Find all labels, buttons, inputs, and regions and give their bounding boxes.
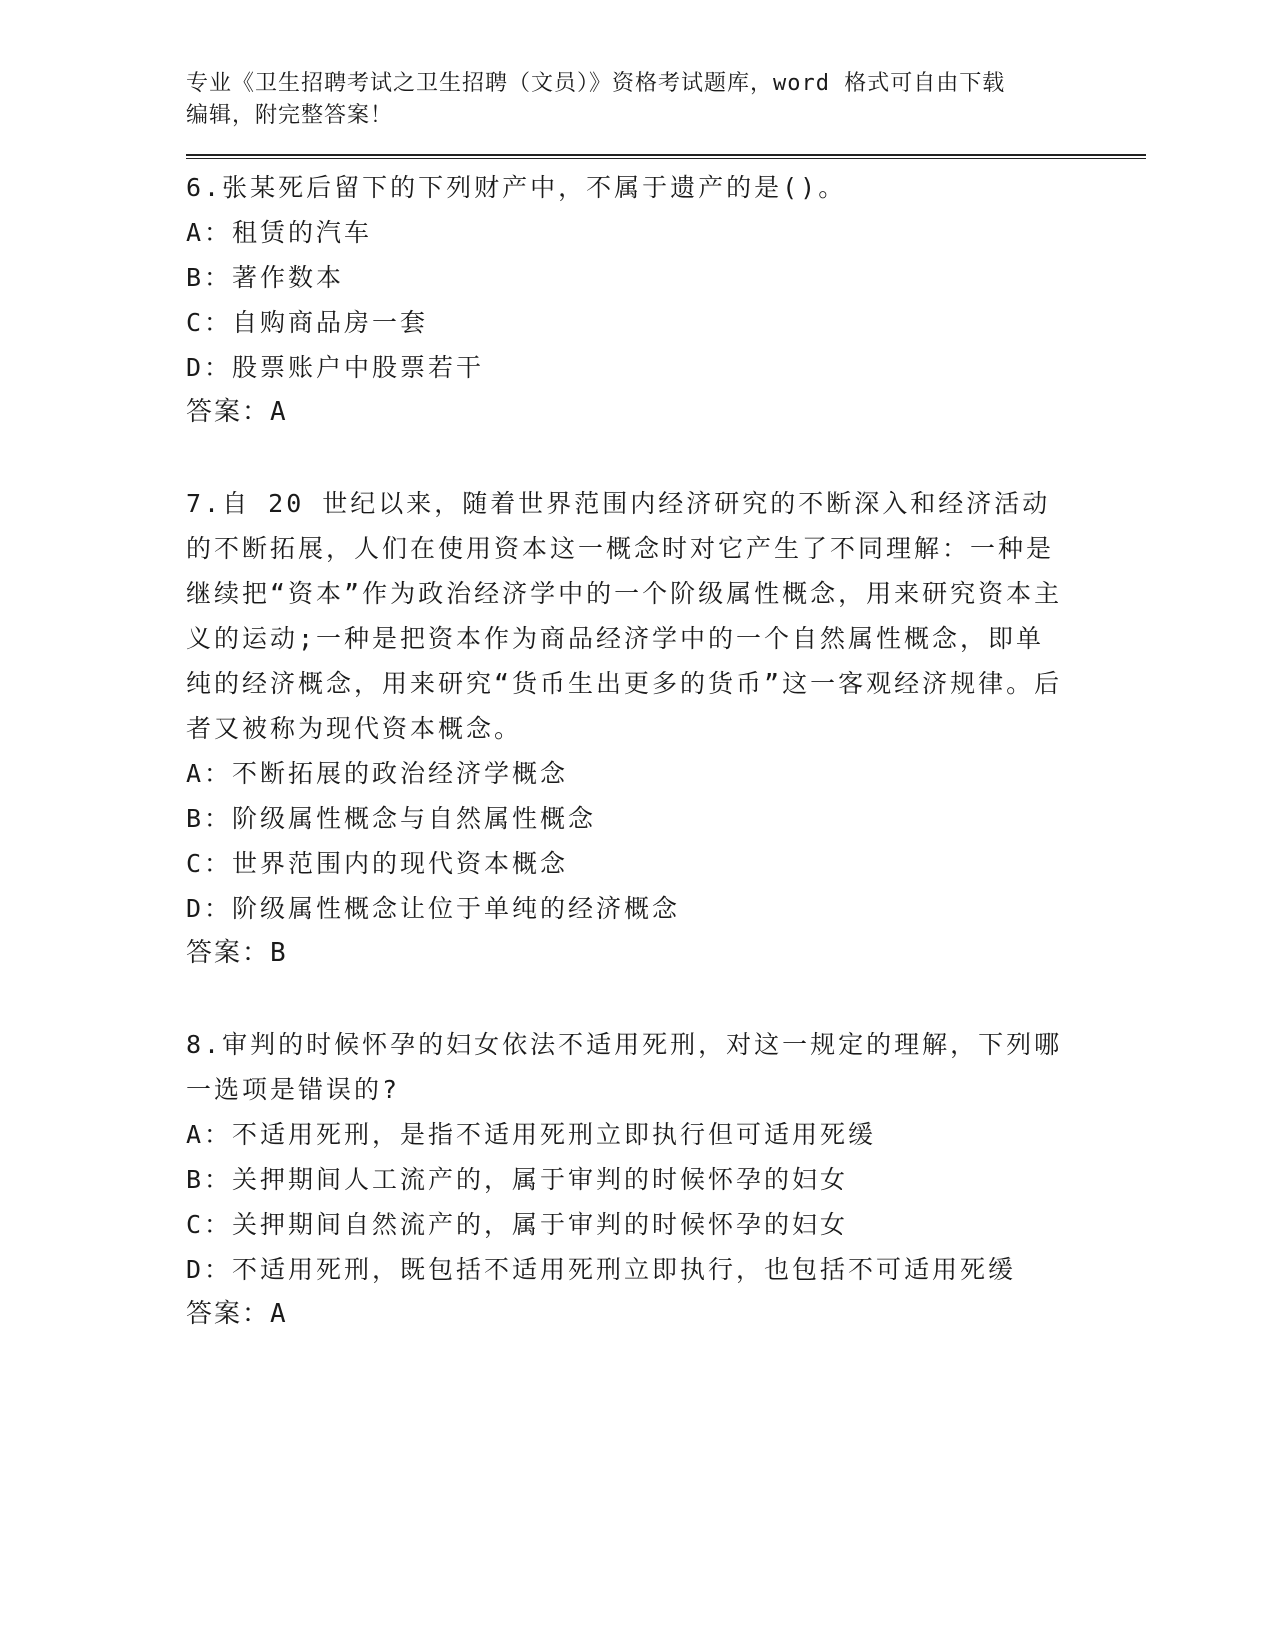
question-spacer bbox=[186, 976, 1146, 1022]
option-c: C：关押期间自然流产的，属于审判的时候怀孕的妇女 bbox=[186, 1210, 849, 1239]
question-6 bbox=[186, 165, 1146, 435]
option-d: D：股票账户中股票若干 bbox=[186, 353, 485, 382]
option-a: A：不适用死刑，是指不适用死刑立即执行但可适用死缓 bbox=[186, 1120, 877, 1149]
answer-value: A bbox=[270, 1299, 288, 1329]
option-b: B：著作数本 bbox=[186, 263, 345, 292]
header-divider bbox=[186, 154, 1146, 159]
question-spacer bbox=[186, 435, 1146, 481]
header-line-1: 专业《卫生招聘考试之卫生招聘（文员）》资格考试题库，word 格式可自由下载 bbox=[186, 71, 1006, 96]
option-a: A：租赁的汽车 bbox=[186, 218, 373, 247]
question-stem: 7.自 20 世纪以来，随着世界范围内经济研究的不断深入和经济活动的不断拓展，人们在使用资本这一概念时对它产生了不同理解：一种是继续把“资本”作为政治经济学中的一个阶级属性概念，用来研究资本主义的运动;一种是把资本作为商品经济学中的一个自然属性概念，即单纯的经济概念，用来研究“货币生出更多的货币”这一客观经济规律。后者又被称为现代资本概念。 bbox=[186, 489, 1063, 743]
option-b: B：关押期间人工流产的，属于审判的时候怀孕的妇女 bbox=[186, 1165, 849, 1194]
answer-value: A bbox=[270, 397, 288, 427]
document-page bbox=[186, 68, 1146, 1337]
question-stem: 8.审判的时候怀孕的妇女依法不适用死刑，对这一规定的理解，下列哪一选项是错误的? bbox=[186, 1030, 1063, 1104]
option-b: B：阶级属性概念与自然属性概念 bbox=[186, 804, 597, 833]
question-8 bbox=[186, 1022, 1146, 1337]
answer-label: 答案： bbox=[186, 1299, 271, 1329]
option-d: D：不适用死刑，既包括不适用死刑立即执行，也包括不可适用死缓 bbox=[186, 1255, 1017, 1284]
answer-line bbox=[186, 1292, 1146, 1337]
option-a: A：不断拓展的政治经济学概念 bbox=[186, 759, 569, 788]
question-stem: 6.张某死后留下的下列财产中，不属于遗产的是()。 bbox=[186, 173, 847, 202]
option-d: D：阶级属性概念让位于单纯的经济概念 bbox=[186, 894, 681, 923]
answer-label: 答案： bbox=[186, 938, 271, 968]
question-7 bbox=[186, 481, 1146, 976]
answer-line bbox=[186, 931, 1146, 976]
header-line-2: 编辑，附完整答案！ bbox=[186, 103, 394, 128]
answer-value: B bbox=[270, 938, 288, 968]
document-header bbox=[186, 68, 1066, 132]
option-c: C：自购商品房一套 bbox=[186, 308, 429, 337]
answer-line bbox=[186, 390, 1146, 435]
option-c: C：世界范围内的现代资本概念 bbox=[186, 849, 569, 878]
answer-label: 答案： bbox=[186, 397, 271, 427]
